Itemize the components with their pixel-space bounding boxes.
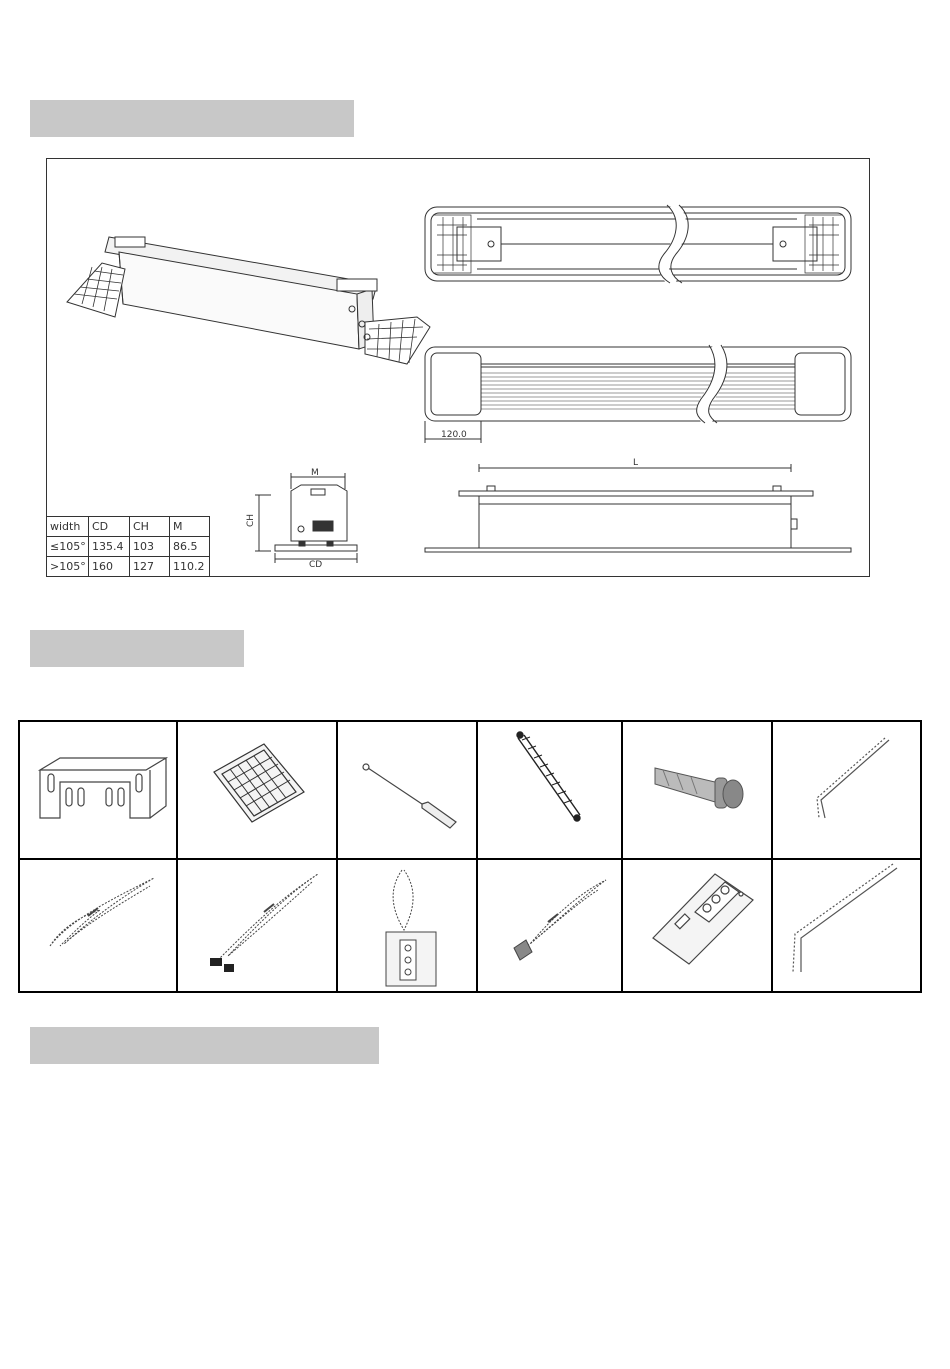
plug-cable-icon [478,860,621,991]
expansion-bolt-icon [623,722,771,858]
allen-key-large-icon [773,860,920,991]
heating-tube-icon [478,722,621,858]
top-view-drawing [425,205,851,283]
dim-M-label: M [311,468,319,478]
accessory-cell [178,722,338,860]
table-header-cell: M [170,517,210,537]
accessory-cell [623,860,773,993]
table-cell: 86.5 [170,537,210,557]
accessory-cell [773,722,922,860]
accessories-grid [18,720,922,993]
table-cell: 103 [130,537,170,557]
section-2-heading [30,630,244,667]
table-cell: 127 [130,557,170,577]
front-view-drawing [425,345,851,443]
table-cell: >105° [47,557,89,577]
dim-120-label: 120.0 [441,430,467,440]
accessory-cell [338,860,478,993]
accessory-cell [338,722,478,860]
technical-drawing [46,158,870,577]
connector-cable-icon [178,860,336,991]
section-3-heading [30,1027,379,1064]
dim-L-label: L [633,458,639,468]
side-view-drawing [425,458,851,552]
wall-switch-cable-icon [338,860,476,991]
dim-CH-label: CH [246,513,256,527]
table-header-cell: width [47,517,89,537]
mounting-bracket-icon [20,722,176,858]
accessory-cell [20,722,178,860]
dimension-table [46,516,210,577]
isometric-heater-drawing [67,237,430,364]
accessory-cell [623,722,773,860]
power-cable-icon [20,860,176,991]
table-header-row [47,517,210,537]
table-row [47,557,210,577]
dim-CD-label: CD [309,560,323,570]
end-view-drawing [246,468,357,570]
accessory-cell [20,860,178,993]
section-1-heading [30,100,354,137]
table-cell: 110.2 [170,557,210,577]
table-cell: ≤105° [47,537,89,557]
accessory-cell [478,860,623,993]
table-cell: 160 [89,557,130,577]
accessory-cell [773,860,922,993]
allen-key-small-icon [773,722,920,858]
table-row [47,537,210,557]
table-header-cell: CD [89,517,130,537]
table-cell: 135.4 [89,537,130,557]
remote-control-icon [623,860,771,991]
grille-plate-icon [178,722,336,858]
accessory-cell [178,860,338,993]
accessory-cell [478,722,623,860]
table-header-cell: CH [130,517,170,537]
screwdriver-icon [338,722,476,858]
